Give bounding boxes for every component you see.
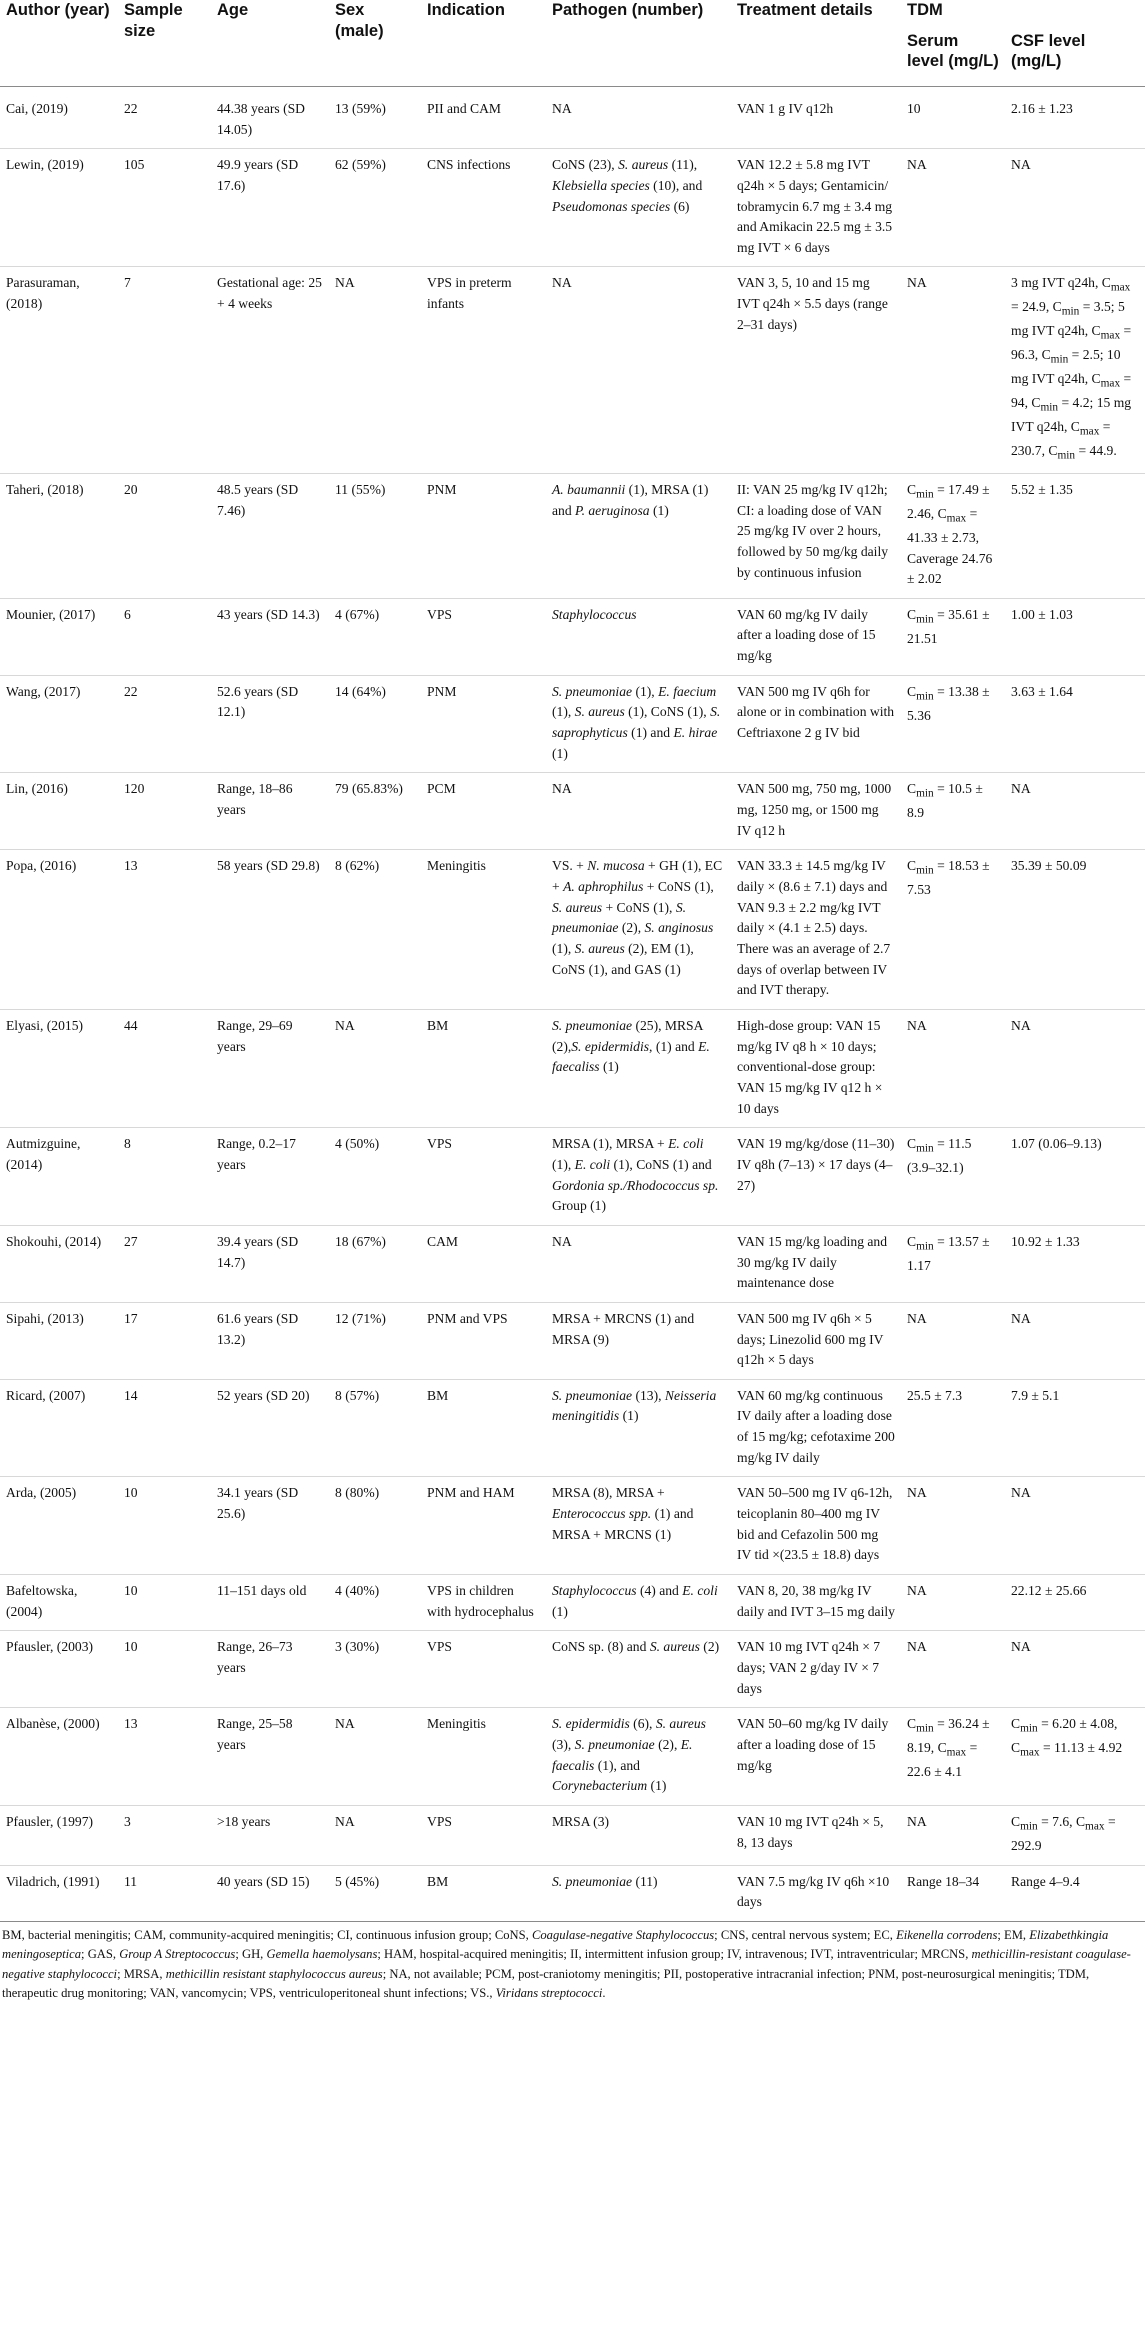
csf-level-cell: 2.16 ± 1.23 xyxy=(1011,100,1073,116)
author-cell: Parasuraman, (2018) xyxy=(6,275,80,312)
pathogen-cell: MRSA + MRCNS (1) and MRSA (9) xyxy=(552,1310,695,1347)
serum-level-cell: $C_{min} = 35.61 \pm 21.51$ xyxy=(907,606,990,646)
treatment-cell: VAN 8, 20, 38 mg/kg IV daily and IVT 3–15 mg daily xyxy=(737,1583,895,1619)
sample-size-cell: 22 xyxy=(124,683,138,699)
age-cell: 58 years (SD 29.8) xyxy=(217,858,320,874)
csf-level-cell: 1.07 (0.06–9.13) xyxy=(1011,1136,1102,1152)
serum-level-cell: NA xyxy=(907,1813,927,1829)
pathogen-cell: Staphylococcus (4) and E. coli (1) xyxy=(552,1583,718,1619)
sex-cell: 14 (64%) xyxy=(335,683,386,699)
table-row xyxy=(0,1379,1145,1477)
indication-cell: VPS xyxy=(427,1639,452,1655)
author-cell: Arda, (2005) xyxy=(6,1485,77,1501)
serum-level-cell: $C_{min} = 13.57 \pm 1.17$ xyxy=(907,1233,990,1273)
csf-level-cell: $C_{min} = 6.20 \pm 4.08$, $C_{max} = 11.13 \pm 4.92$ xyxy=(1011,1716,1123,1759)
author-cell: Taheri, (2018) xyxy=(6,481,84,497)
treatment-cell: VAN 50–500 mg IV q6-12h, teicoplanin 80–400 mg IV bid and Cefazolin 500 mg IV tid ×(23.5 ± 18.8) days xyxy=(737,1485,893,1563)
pathogen-cell: NA xyxy=(552,1233,572,1249)
sex-cell: 18 (67%) xyxy=(335,1233,386,1249)
author-cell: Ricard, (2007) xyxy=(6,1387,86,1403)
csf-level-cell: NA xyxy=(1011,1639,1031,1655)
header-csf-level: CSF level (mg/L) xyxy=(1011,31,1086,71)
author-cell: Autmizguine, (2014) xyxy=(6,1136,81,1172)
header-sample-size: Sample size xyxy=(124,1,183,40)
indication-cell: CNS infections xyxy=(427,157,511,173)
pathogen-cell: NA xyxy=(552,100,572,116)
table-row xyxy=(0,1805,1145,1865)
age-cell: 52.6 years (SD 12.1) xyxy=(217,683,299,720)
treatment-cell: VAN 19 mg/kg/dose (11–30) IV q8h (7–13) × 17 days (4–27) xyxy=(737,1136,895,1193)
sex-cell: 62 (59%) xyxy=(335,157,386,173)
treatment-cell: VAN 10 mg IVT q24h × 7 days; VAN 2 g/day IV × 7 days xyxy=(737,1639,881,1696)
sex-cell: 4 (50%) xyxy=(335,1136,380,1152)
sex-cell: 11 (55%) xyxy=(335,481,386,497)
table-row xyxy=(0,1708,1145,1806)
sex-cell: 8 (57%) xyxy=(335,1387,380,1403)
sample-size-cell: 27 xyxy=(124,1233,138,1249)
table-row xyxy=(0,1302,1145,1379)
author-cell: Viladrich, (1991) xyxy=(6,1873,100,1889)
table-row xyxy=(0,1477,1145,1575)
indication-cell: BM xyxy=(427,1017,449,1033)
serum-level-cell: NA xyxy=(907,1017,927,1033)
age-cell: Range, 29–69 years xyxy=(217,1017,293,1054)
pathogen-cell: S. pneumoniae (11) xyxy=(552,1873,658,1889)
sample-size-cell: 10 xyxy=(124,1583,138,1599)
author-cell: Shokouhi, (2014) xyxy=(6,1233,102,1249)
pathogen-cell: NA xyxy=(552,781,572,797)
serum-level-cell: $C_{min} = 17.49 \pm 2.46$, $C_{max} = 41.33 \pm 2.73$, Caverage 24.76 ± 2.02 xyxy=(907,481,993,587)
header-author: Author (year) xyxy=(6,1,110,19)
indication-cell: PNM and HAM xyxy=(427,1485,515,1501)
indication-cell: CAM xyxy=(427,1233,458,1249)
author-cell: Lewin, (2019) xyxy=(6,157,84,173)
csf-level-cell: 5.52 ± 1.35 xyxy=(1011,481,1073,497)
indication-cell: VPS in children with hydrocephalus xyxy=(427,1583,534,1619)
treatment-cell: VAN 1 g IV q12h xyxy=(737,100,834,116)
csf-level-cell: 35.39 ± 50.09 xyxy=(1011,858,1087,874)
sex-cell: 8 (80%) xyxy=(335,1485,380,1501)
header-treatment: Treatment details xyxy=(737,1,873,19)
header-sex: Sex (male) xyxy=(335,1,384,40)
table-row xyxy=(0,86,1145,148)
table-row xyxy=(0,1009,1145,1127)
table-row xyxy=(0,773,1145,850)
author-cell: Pfausler, (1997) xyxy=(6,1813,94,1829)
age-cell: 43 years (SD 14.3) xyxy=(217,606,320,622)
indication-cell: Meningitis xyxy=(427,858,486,874)
sample-size-cell: 10 xyxy=(124,1485,138,1501)
treatment-cell: VAN 15 mg/kg loading and 30 mg/kg IV daily maintenance dose xyxy=(737,1233,888,1291)
indication-cell: PNM xyxy=(427,683,457,699)
treatment-cell: VAN 10 mg IVT q24h × 5, 8, 13 days xyxy=(737,1813,884,1850)
table-row xyxy=(0,1225,1145,1302)
csf-level-cell: Range 4–9.4 xyxy=(1011,1873,1080,1889)
pathogen-cell: S. pneumoniae (25), MRSA (2),S. epidermidis, (1) and E. faecaliss (1) xyxy=(552,1017,710,1075)
table-row xyxy=(0,598,1145,675)
sex-cell: 3 (30%) xyxy=(335,1639,380,1655)
serum-level-cell: 10 xyxy=(907,100,921,116)
pathogen-cell: A. baumannii (1), MRSA (1) and P. aeruginosa (1) xyxy=(552,481,709,518)
treatment-cell: VAN 3, 5, 10 and 15 mg IVT q24h × 5.5 days (range 2–31 days) xyxy=(737,275,888,332)
sample-size-cell: 11 xyxy=(124,1873,138,1889)
sample-size-cell: 20 xyxy=(124,481,138,497)
age-cell: 11–151 days old xyxy=(217,1583,307,1599)
header-pathogen: Pathogen (number) xyxy=(552,1,704,19)
author-cell: Albanèse, (2000) xyxy=(6,1716,100,1732)
pathogen-cell: VS. + N. mucosa + GH (1), EC + A. aphrophilus + CoNS (1), S. aureus + CoNS (1), S. pneumoniae (2), S. anginosus (1), S. aureus (2), EM (1), CoNS (1), and GAS (1) xyxy=(552,858,723,977)
csf-level-cell: 1.00 ± 1.03 xyxy=(1011,606,1073,622)
serum-level-cell: $C_{min} = 36.24 \pm 8.19$, $C_{max} = 22.6 \pm 4.1$ xyxy=(907,1716,990,1780)
header-serum-level: Serum level (mg/L) xyxy=(907,31,999,71)
serum-level-cell: NA xyxy=(907,1485,927,1501)
pathogen-cell: S. epidermidis (6), S. aureus (3), S. pneumoniae (2), E. faecalis (1), and Corynebacterium (1) xyxy=(552,1716,706,1794)
pathogen-cell: S. pneumoniae (13), Neisseria meningitidis (1) xyxy=(552,1387,717,1424)
author-cell: Cai, (2019) xyxy=(6,100,68,116)
treatment-cell: VAN 60 mg/kg IV daily after a loading dose of 15 mg/kg xyxy=(737,606,876,664)
csf-level-cell: $C_{min} = 7.6$, $C_{max} = 292.9$ xyxy=(1011,1813,1116,1853)
sex-cell: NA xyxy=(335,275,355,291)
age-cell: 49.9 years (SD 17.6) xyxy=(217,157,299,193)
csf-level-cell: NA xyxy=(1011,781,1031,797)
serum-level-cell: $C_{min} = 13.38 \pm 5.36$ xyxy=(907,683,990,723)
header-age: Age xyxy=(217,1,249,19)
csf-level-cell: 7.9 ± 5.1 xyxy=(1011,1387,1060,1403)
table-row xyxy=(0,473,1145,598)
sample-size-cell: 3 xyxy=(124,1813,131,1829)
indication-cell: BM xyxy=(427,1873,449,1889)
treatment-cell: VAN 12.2 ± 5.8 mg IVT q24h × 5 days; Gentamicin/ tobramycin 6.7 mg ± 3.4 mg and Amikacin 22.5 mg ± 3.5 mg IVT × 6 days xyxy=(737,157,893,255)
csf-level-cell: NA xyxy=(1011,1310,1031,1326)
age-cell: Range, 25–58 years xyxy=(217,1716,293,1752)
header-row xyxy=(0,0,1145,21)
serum-level-cell: Range 18–34 xyxy=(907,1873,980,1889)
header-indication: Indication xyxy=(427,1,505,19)
age-cell: 40 years (SD 15) xyxy=(217,1873,310,1889)
serum-level-cell: NA xyxy=(907,1639,927,1655)
treatment-cell: VAN 50–60 mg/kg IV daily after a loading dose of 15 mg/kg xyxy=(737,1716,889,1773)
treatment-cell: II: VAN 25 mg/kg IV q12h; CI: a loading dose of VAN 25 mg/kg IV over 2 hours, followed by 50 mg/kg daily by continuous infusion xyxy=(737,481,889,580)
age-cell: Range, 26–73 years xyxy=(217,1639,293,1676)
treatment-cell: VAN 500 mg IV q6h for alone or in combination with Ceftriaxone 2 g IV bid xyxy=(737,683,895,741)
table-row xyxy=(0,850,1145,1010)
sample-size-cell: 10 xyxy=(124,1639,138,1655)
pathogen-cell: CoNS (23), S. aureus (11), Klebsiella species (10), and Pseudomonas species (6) xyxy=(552,157,703,214)
age-cell: >18 years xyxy=(217,1813,271,1829)
sample-size-cell: 17 xyxy=(124,1310,138,1326)
treatment-cell: High-dose group: VAN 15 mg/kg IV q8 h × 10 days; conventional-dose group: VAN 15 mg/kg IV q12 h × 10 days xyxy=(737,1017,883,1116)
treatment-cell: VAN 60 mg/kg continuous IV daily after a loading dose of 15 mg/kg; cefotaxime 200 mg/kg IV daily xyxy=(737,1387,895,1465)
indication-cell: PII and CAM xyxy=(427,100,502,116)
indication-cell: Meningitis xyxy=(427,1716,486,1732)
author-cell: Sipahi, (2013) xyxy=(6,1310,84,1326)
pathogen-cell: S. pneumoniae (1), E. faecium (1), S. aureus (1), CoNS (1), S. saprophyticus (1) and E. hirae (1) xyxy=(552,683,721,761)
csf-level-cell: 3.63 ± 1.64 xyxy=(1011,683,1073,699)
serum-level-cell: NA xyxy=(907,157,927,173)
age-cell: Gestational age: 25 + 4 weeks xyxy=(217,275,322,312)
table-row xyxy=(0,267,1145,474)
author-cell: Elyasi, (2015) xyxy=(6,1017,84,1033)
indication-cell: VPS in preterm infants xyxy=(427,275,512,312)
table-row xyxy=(0,1865,1145,1921)
csf-level-cell: 22.12 ± 25.66 xyxy=(1011,1583,1087,1599)
csf-level-cell: NA xyxy=(1011,157,1031,173)
treatment-cell: VAN 500 mg IV q6h × 5 days; Linezolid 600 mg IV q12h × 5 days xyxy=(737,1310,884,1368)
age-cell: 48.5 years (SD 7.46) xyxy=(217,481,299,518)
treatment-cell: VAN 500 mg, 750 mg, 1000 mg, 1250 mg, or 1500 mg IV q12 h xyxy=(737,781,892,838)
indication-cell: VPS xyxy=(427,606,452,622)
indication-cell: PNM and VPS xyxy=(427,1310,508,1326)
sex-cell: NA xyxy=(335,1017,355,1033)
indication-cell: VPS xyxy=(427,1136,452,1152)
author-cell: Lin, (2016) xyxy=(6,781,68,797)
sex-cell: 5 (45%) xyxy=(335,1873,380,1889)
treatment-cell: VAN 33.3 ± 14.5 mg/kg IV daily × (8.6 ± 7.1) days and VAN 9.3 ± 2.2 mg/kg IVT daily × (4.1 ± 2.5) days. There was an average of 2.7 days of overlap between IV and IVT therapy. xyxy=(737,858,891,998)
sample-size-cell: 22 xyxy=(124,100,138,116)
serum-level-cell: NA xyxy=(907,1583,927,1599)
age-cell: 34.1 years (SD 25.6) xyxy=(217,1485,299,1522)
sex-cell: NA xyxy=(335,1813,355,1829)
pathogen-cell: MRSA (8), MRSA + Enterococcus spp. (1) and MRSA + MRCNS (1) xyxy=(552,1485,694,1542)
age-cell: 52 years (SD 20) xyxy=(217,1387,310,1403)
sample-size-cell: 44 xyxy=(124,1017,138,1033)
csf-level-cell: 3 mg IVT q24h, $C_{max} = 24.9$, $C_{min} = 3.5$; 5 mg IVT q24h, $C_{max} = 96.3$, $C_{min} = 2.5$; 10 mg IVT q24h, $C_{max} = 94$, $C_{min} = 4.2$; 15 mg IVT q24h, $C_{max} = 230.7$, $C_{min} = 44.9$. xyxy=(1011,275,1132,462)
sample-size-cell: 13 xyxy=(124,858,138,874)
age-cell: Range, 0.2–17 years xyxy=(217,1136,296,1172)
indication-cell: VPS xyxy=(427,1813,452,1829)
age-cell: Range, 18–86 years xyxy=(217,781,293,818)
age-cell: 61.6 years (SD 13.2) xyxy=(217,1310,299,1347)
sex-cell: 4 (67%) xyxy=(335,606,380,622)
serum-level-cell: 25.5 ± 7.3 xyxy=(907,1387,963,1403)
author-cell: Bafeltowska, (2004) xyxy=(6,1583,78,1619)
author-cell: Popa, (2016) xyxy=(6,858,77,874)
serum-level-cell: NA xyxy=(907,275,927,291)
sample-size-cell: 14 xyxy=(124,1387,138,1403)
author-cell: Wang, (2017) xyxy=(6,683,81,699)
pathogen-cell: MRSA (1), MRSA + E. coli (1), E. coli (1), CoNS (1) and Gordonia sp./Rhodococcus sp. Group (1) xyxy=(552,1136,719,1214)
csf-level-cell: NA xyxy=(1011,1017,1031,1033)
sex-cell: 12 (71%) xyxy=(335,1310,386,1326)
table-body xyxy=(0,86,1145,1921)
table-row xyxy=(0,149,1145,267)
table-row xyxy=(0,1575,1145,1631)
table-footnote: BM, bacterial meningitis; CAM, community-acquired meningitis; CI, continuous infusion group; CoNS, Coagulase-negative Staphylococcus; CNS, central nervous system; EC, Eikenella corrodens; EM, Elizabethkingia meningoseptica; GAS, Group A Streptococcus; GH, Gemella haemolysans; HAM, hospital-acquired meningitis; II, intermittent infusion group; IV, intravenous; IVT, intraventricular; MRCNS, methicillin-resistant coagulase-negative staphylococci; MRSA, methicillin resistant staphylococcus aureus; NA, not available; PCM, post-craniotomy meningitis; PII, postoperative intracranial infection; PNM, post-neurosurgical meningitis; TDM, therapeutic drug monitoring; VAN, vancomycin; VPS, ventriculoperitoneal shunt infections; VS., Viridans streptococci. xyxy=(2,1927,1131,2001)
pathogen-cell: MRSA (3) xyxy=(552,1813,610,1829)
pathogen-cell: Staphylococcus xyxy=(552,606,637,622)
sample-size-cell: 7 xyxy=(124,275,131,291)
table-row xyxy=(0,1128,1145,1226)
sample-size-cell: 105 xyxy=(124,157,145,173)
sex-cell: 79 (65.83%) xyxy=(335,781,403,797)
sex-cell: 8 (62%) xyxy=(335,858,380,874)
table-row xyxy=(0,675,1145,773)
serum-level-cell: $C_{min} = 11.5$ (3.9–32.1) xyxy=(907,1136,972,1176)
sex-cell: 13 (59%) xyxy=(335,100,386,116)
age-cell: 39.4 years (SD 14.7) xyxy=(217,1233,299,1270)
header-tdm: TDM xyxy=(907,1,943,19)
treatment-cell: VAN 7.5 mg/kg IV q6h ×10 days xyxy=(737,1873,890,1910)
serum-level-cell: NA xyxy=(907,1310,927,1326)
csf-level-cell: NA xyxy=(1011,1485,1031,1501)
sample-size-cell: 120 xyxy=(124,781,145,797)
sex-cell: 4 (40%) xyxy=(335,1583,380,1599)
serum-level-cell: $C_{min} = 10.5 \pm 8.9$ xyxy=(907,781,983,821)
indication-cell: BM xyxy=(427,1387,449,1403)
sample-size-cell: 13 xyxy=(124,1716,138,1732)
age-cell: 44.38 years (SD 14.05) xyxy=(217,100,305,137)
pathogen-cell: CoNS sp. (8) and S. aureus (2) xyxy=(552,1639,720,1655)
csf-level-cell: 10.92 ± 1.33 xyxy=(1011,1233,1080,1249)
sex-cell: NA xyxy=(335,1716,355,1732)
table-row xyxy=(0,1631,1145,1708)
author-cell: Pfausler, (2003) xyxy=(6,1639,94,1655)
serum-level-cell: $C_{min} = 18.53 \pm 7.53$ xyxy=(907,858,990,898)
author-cell: Mounier, (2017) xyxy=(6,606,96,622)
sample-size-cell: 6 xyxy=(124,606,131,622)
sample-size-cell: 8 xyxy=(124,1136,131,1152)
pathogen-cell: NA xyxy=(552,275,572,291)
indication-cell: PCM xyxy=(427,781,456,797)
indication-cell: PNM xyxy=(427,481,457,497)
